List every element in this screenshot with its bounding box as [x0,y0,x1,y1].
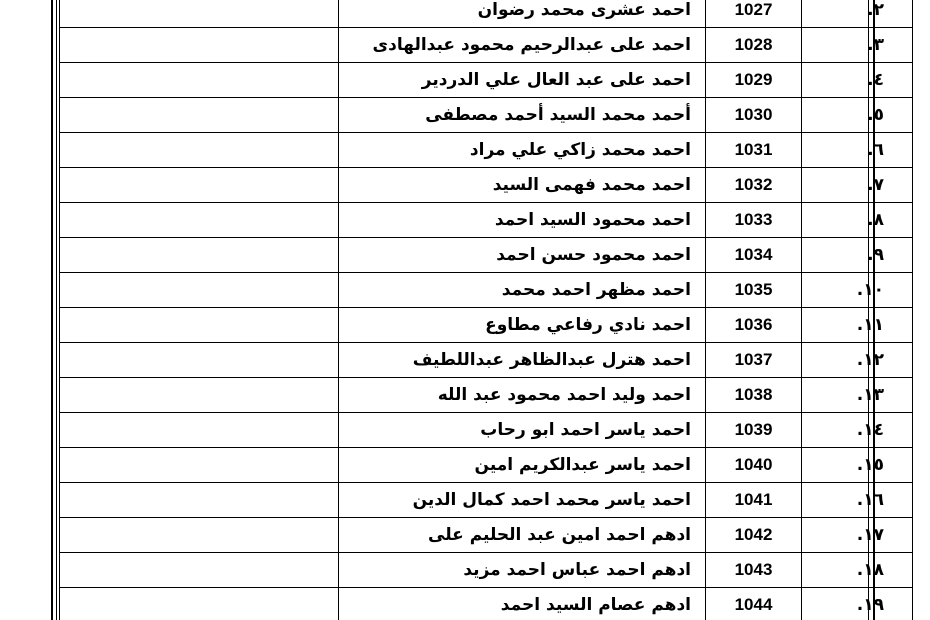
empty-cell [60,238,339,273]
student-code-cell: 1038 [706,378,802,413]
student-code-cell: 1040 [706,448,802,483]
student-name-cell: احمد مظهر احمد محمد [339,273,706,308]
student-name-cell: احمد ياسر محمد احمد كمال الدين [339,483,706,518]
student-name-cell: احمد ياسر احمد ابو رحاب [339,413,706,448]
student-name-cell: احمد محمود السيد احمد [339,203,706,238]
student-code-cell: 1037 [706,343,802,378]
student-code-cell: 1029 [706,63,802,98]
student-code-cell: 1031 [706,133,802,168]
table-row [60,588,913,620]
student-name-cell: احمد وليد احمد محمود عبد الله [339,378,706,413]
empty-cell [60,553,339,588]
row-index-cell: ٤. [802,63,913,98]
empty-cell [60,133,339,168]
empty-cell [60,203,339,238]
page-border-left-inner [56,0,57,620]
student-name-cell: احمد على عبدالرحيم محمود عبدالهادى [339,28,706,63]
student-name-cell: احمد نادي رفاعي مطاوع [339,308,706,343]
row-index-cell: ٢. [802,0,913,28]
student-name-cell: احمد ياسر عبدالكريم امين [339,448,706,483]
student-code-cell: 1028 [706,28,802,63]
student-code-cell: 1027 [706,0,802,28]
table-row [60,238,913,273]
empty-cell [60,308,339,343]
empty-cell [60,168,339,203]
table-row [60,98,913,133]
student-name-cell: احمد محمود حسن احمد [339,238,706,273]
student-roster-table [59,0,913,620]
student-code-cell: 1034 [706,238,802,273]
student-code-cell: 1033 [706,203,802,238]
student-code-cell: 1032 [706,168,802,203]
student-name-cell: احمد محمد زاكي علي مراد [339,133,706,168]
row-index-cell: ١٩. [802,588,913,620]
row-index-cell: ١٣. [802,378,913,413]
table-row [60,553,913,588]
empty-cell [60,98,339,133]
student-code-cell: 1039 [706,413,802,448]
table-row [60,28,913,63]
empty-cell [60,588,339,620]
table-row [60,0,913,28]
row-index-cell: ٩. [802,238,913,273]
student-name-cell: احمد على عبد العال علي الدردير [339,63,706,98]
row-index-cell: ١١. [802,308,913,343]
student-code-cell: 1041 [706,483,802,518]
row-index-cell: ١٢. [802,343,913,378]
table-row [60,63,913,98]
student-name-cell: ادهم عصام السيد احمد [339,588,706,620]
row-index-cell: ١٦. [802,483,913,518]
table-row [60,518,913,553]
student-code-cell: 1043 [706,553,802,588]
row-index-cell: ٧. [802,168,913,203]
roster-body [60,0,913,620]
student-name-cell: احمد هترل عبدالظاهر عبداللطيف [339,343,706,378]
student-name-cell: ادهم احمد امين عبد الحليم على [339,518,706,553]
table-row [60,413,913,448]
row-index-cell: ٥. [802,98,913,133]
table-row [60,448,913,483]
row-index-cell: ١٧. [802,518,913,553]
page-border-left-outer [51,0,53,620]
student-code-cell: 1036 [706,308,802,343]
table-row [60,133,913,168]
student-name-cell: ادهم احمد عباس احمد مزيد [339,553,706,588]
empty-cell [60,518,339,553]
student-code-cell: 1030 [706,98,802,133]
row-index-cell: ١٠. [802,273,913,308]
student-code-cell: 1035 [706,273,802,308]
table-row [60,203,913,238]
table-row [60,378,913,413]
row-index-cell: ٣. [802,28,913,63]
empty-cell [60,483,339,518]
empty-cell [60,273,339,308]
empty-cell [60,343,339,378]
empty-cell [60,63,339,98]
empty-cell [60,0,339,28]
table-row [60,273,913,308]
row-index-cell: ١٥. [802,448,913,483]
empty-cell [60,413,339,448]
row-index-cell: ٨. [802,203,913,238]
row-index-cell: ١٨. [802,553,913,588]
table-row [60,308,913,343]
empty-cell [60,448,339,483]
table-row [60,168,913,203]
empty-cell [60,28,339,63]
row-index-cell: ١٤. [802,413,913,448]
student-code-cell: 1042 [706,518,802,553]
student-code-cell: 1044 [706,588,802,620]
row-index-cell: ٦. [802,133,913,168]
student-name-cell: احمد محمد فهمى السيد [339,168,706,203]
student-name-cell: أحمد محمد السيد أحمد مصطفى [339,98,706,133]
table-row [60,483,913,518]
student-name-cell: احمد عشرى محمد رضوان [339,0,706,28]
table-row [60,343,913,378]
empty-cell [60,378,339,413]
